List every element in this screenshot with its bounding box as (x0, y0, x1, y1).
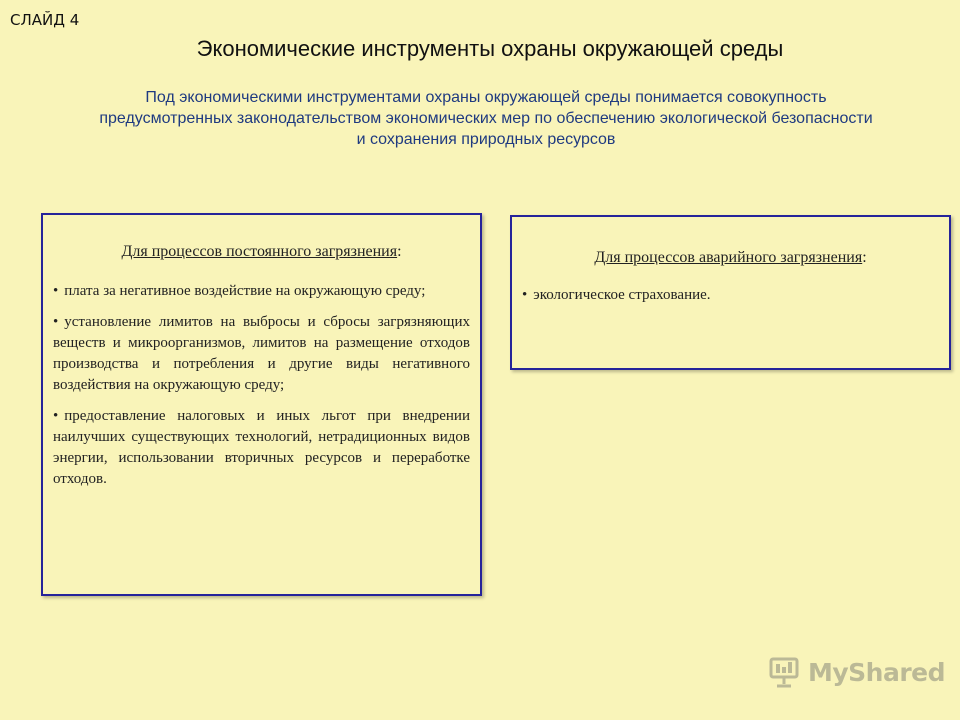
list-item (53, 312, 470, 396)
heading-text: Для процессов постоянного загрязнения (121, 243, 398, 260)
bullet-icon: • (522, 287, 528, 303)
bullet-icon: • (53, 314, 59, 330)
definition-line: предусмотренных законодательством экономических мер по обеспечению экологической безопасности (99, 110, 873, 127)
emergency-pollution-box (510, 215, 951, 370)
list-item-text: установление лимитов на выбросы и сбросы загрязняющих веществ и микроорганизмов, лимитов на размещение отходов производства и потребления и другие виды негативного воздействия на окружающую среду; (53, 314, 470, 393)
permanent-pollution-list (53, 281, 470, 490)
bullet-icon: • (53, 283, 59, 299)
permanent-pollution-box (41, 213, 482, 596)
list-item-text: плата за негативное воздействие на окружающую среду; (64, 283, 426, 299)
emergency-pollution-heading (522, 249, 939, 267)
permanent-pollution-heading (53, 243, 470, 261)
myshared-watermark[interactable] (768, 655, 945, 689)
list-item (522, 285, 939, 306)
heading-colon: : (397, 243, 402, 260)
emergency-pollution-list (522, 285, 939, 306)
slide-title: Экономические инструменты охраны окружающей среды (196, 36, 784, 61)
definition-line: и сохранения природных ресурсов (356, 131, 616, 148)
list-item-text: экологическое страхование. (533, 287, 711, 303)
presentation-screen-icon (768, 655, 802, 689)
list-item-text: предоставление налоговых и иных льгот при внедрении наилучших существующих технологий, нетрадиционных видов энергии, использовании вторичных ресурсов и переработке отходов. (53, 408, 470, 487)
heading-colon: : (862, 249, 867, 266)
watermark-text: MyShared (808, 657, 946, 687)
definition-line: Под экономическими инструментами охраны окружающей среды понимается совокупность (145, 89, 827, 106)
slide-number: СЛАЙД 4 (10, 11, 80, 29)
bullet-icon: • (53, 408, 59, 424)
list-item (53, 406, 470, 490)
heading-text: Для процессов аварийного загрязнения (594, 249, 863, 266)
list-item (53, 281, 470, 302)
definition-text (20, 87, 952, 150)
